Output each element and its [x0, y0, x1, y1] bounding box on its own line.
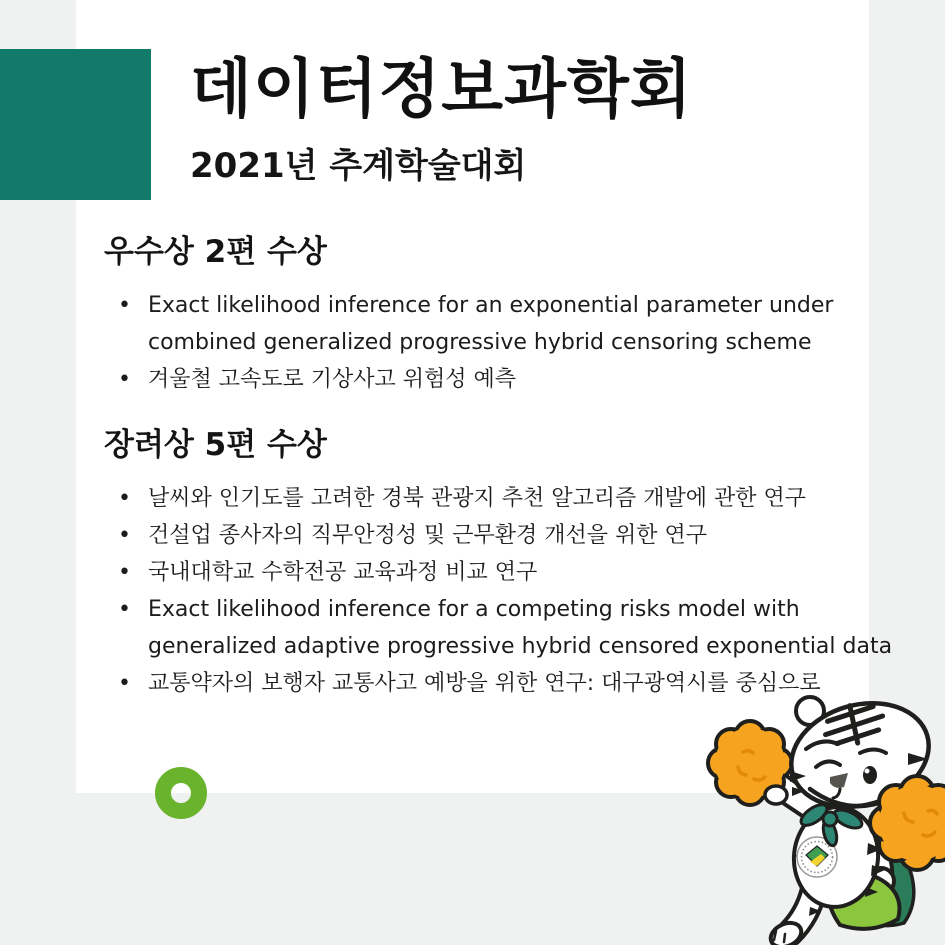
bullet-icon: • [118, 560, 131, 585]
green-ring-decoration [155, 767, 207, 819]
bullet-icon: • [118, 671, 131, 696]
section-excellence-award [104, 231, 894, 398]
tiger-mascot-illustration [680, 695, 945, 945]
bullet-icon: • [118, 367, 131, 392]
award-item [104, 517, 894, 554]
right-pompom [870, 776, 945, 870]
award-item-text: 날씨와 인기도를 고려한 경북 관광지 추천 알고리즘 개발에 관한 연구 [148, 486, 806, 511]
award-item-text: 교통약자의 보행자 교통사고 예방을 위한 연구: 대구광역시를 중심으로 [148, 671, 821, 696]
bullet-icon: • [118, 293, 131, 318]
award-item-text: 건설업 종사자의 직무안정성 및 근무환경 개선을 위한 연구 [148, 523, 708, 548]
award-item-text: Exact likelihood inference for an exponential parameter under combined generalized progressive hybrid censoring scheme [148, 293, 834, 355]
bullet-icon: • [118, 597, 131, 622]
page-subtitle: 2021년 추계학술대회 [190, 146, 527, 186]
award-item [104, 554, 894, 591]
left-pompom [708, 721, 792, 805]
teal-accent-block [0, 49, 151, 200]
award-list [104, 480, 894, 702]
award-item [104, 480, 894, 517]
bullet-icon: • [118, 523, 131, 548]
section-heading: 우수상 2편 수상 [104, 234, 327, 270]
tiger-leg [767, 889, 814, 945]
award-item-text: 국내대학교 수학전공 교육과정 비교 연구 [148, 560, 538, 585]
header [190, 46, 693, 187]
page-title: 데이터정보과학회 [190, 53, 693, 127]
section-heading: 장려상 5편 수상 [104, 427, 327, 463]
open-eye [863, 766, 877, 784]
tiger-left-paw [765, 786, 787, 804]
award-item [104, 361, 894, 398]
award-list [104, 287, 894, 398]
award-item-text: Exact likelihood inference for a competing risks model with generalized adaptive progressive hybrid censored exponential data [148, 597, 893, 659]
bullet-icon: • [118, 486, 131, 511]
section-encouragement-award [104, 424, 894, 702]
award-item-text: 겨울철 고속도로 기상사고 위험성 예측 [148, 367, 517, 392]
award-item [104, 591, 894, 665]
award-item [104, 287, 894, 361]
